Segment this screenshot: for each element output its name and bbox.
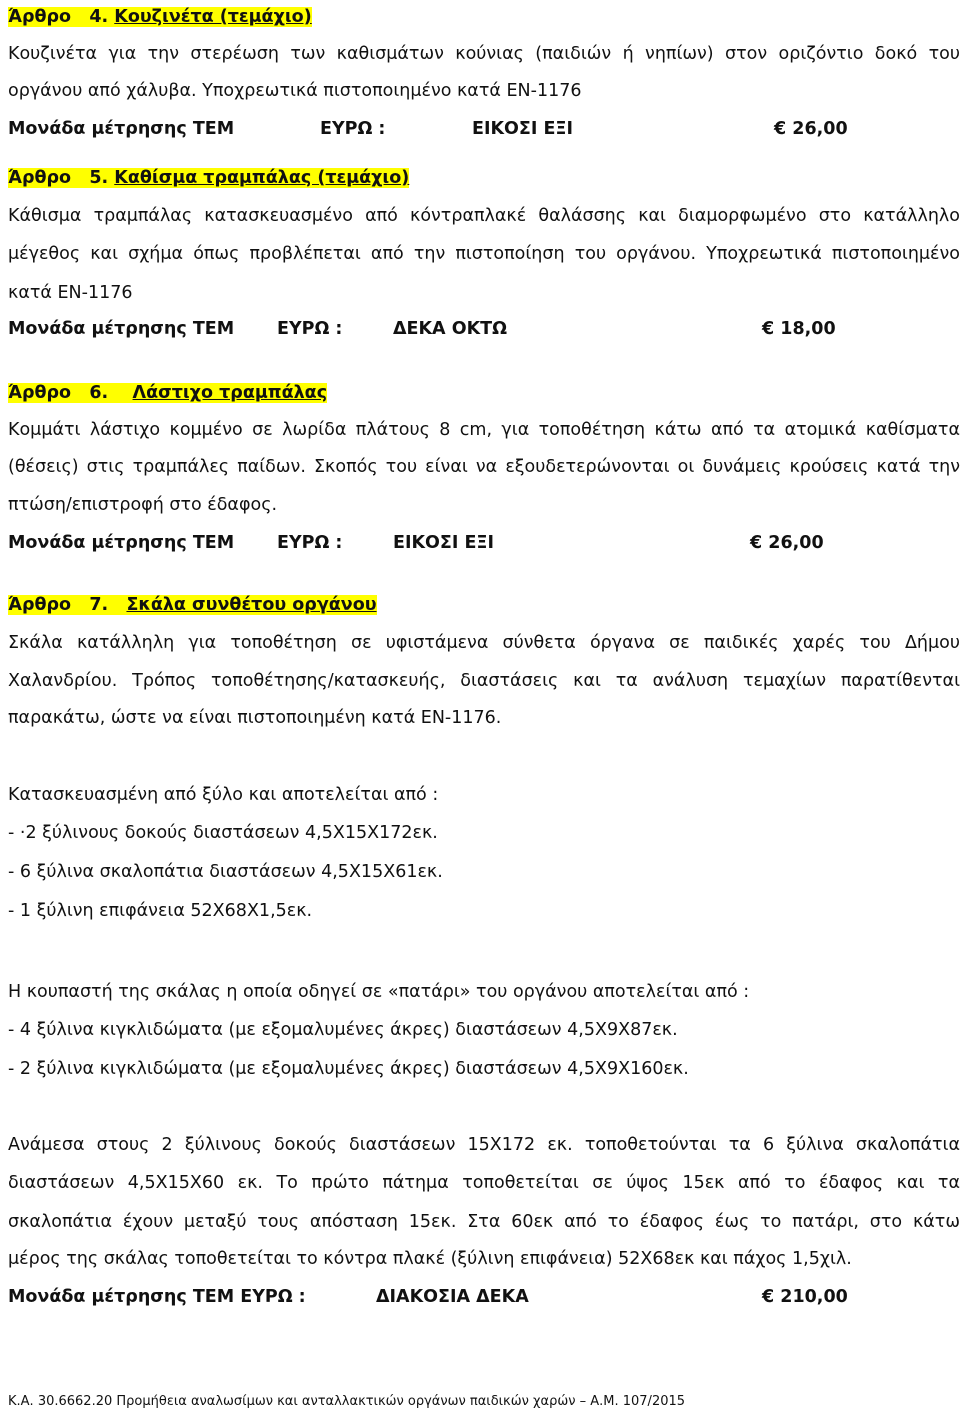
article-title: Σκάλα συνθέτου οργάνου [126, 595, 377, 615]
article-7-text-line-2: Χαλανδρίου. Τρόπος τοποθέτησης/κατασκευής, διαστάσεις και τα ανάλυση τεμαχίων παρατίθενται [8, 671, 960, 691]
article-5-price: € 18,00 [762, 319, 836, 339]
article-7-price: € 210,00 [762, 1287, 848, 1307]
article-number: 5. [89, 168, 109, 188]
article-6-unit: Μονάδα μέτρησης ΤΕΜ [8, 533, 235, 553]
article-6-heading [8, 381, 327, 405]
assembly-line-4: μέρος της σκάλας τοποθετείται το κόντρα πλακέ (ξύλινη επιφάνεια) 52Χ68εκ και πάχος 1,5χιλ. [8, 1249, 852, 1269]
article-5-heading [8, 166, 409, 190]
article-4-text-line-1: Κουζινέτα για την στερέωση των καθισμάτων κούνιας (παιδιών ή νηπίων) στον οριζόντιο δοκό του [8, 44, 960, 64]
article-label: Άρθρο [8, 168, 72, 188]
article-label: Άρθρο [8, 7, 72, 27]
article-5-text-line-3: κατά EN-1176 [8, 283, 133, 303]
article-4-price: € 26,00 [774, 119, 848, 139]
article-7-text-line-3: παρακάτω, ώστε να είναι πιστοποιημένη κατά ΕΝ-1176. [8, 708, 502, 728]
article-number: 7. [89, 595, 109, 615]
construction-item: - ·2 ξύλινους δοκούς διαστάσεων 4,5Χ15Χ172εκ. [8, 823, 438, 843]
article-title: Λάστιχο τραμπάλας [132, 383, 328, 403]
article-6-currency: ΕΥΡΩ : [277, 533, 343, 553]
article-title: Καθίσμα τραμπάλας (τεμάχιο) [114, 168, 410, 188]
article-label: Άρθρο [8, 595, 72, 615]
construction-intro: Κατασκευασμένη από ξύλο και αποτελείται από : [8, 785, 439, 805]
article-number: 6. [89, 383, 109, 403]
article-5-price-words: ΔΕΚΑ ΟΚΤΩ [393, 319, 507, 339]
article-label: Άρθρο [8, 383, 72, 403]
article-number: 4. [89, 7, 109, 27]
article-6-text-line-3: πτώση/επιστροφή στο έδαφος. [8, 495, 278, 515]
article-5-text-line-2: μέγεθος και σχήμα όπως προβλέπεται από την πιστοποίηση του οργάνου. Υποχρεωτικά πιστοποιημένο [8, 244, 960, 264]
article-7-text-line-1: Σκάλα κατάλληλη για τοποθέτηση σε υφιστάμενα σύνθετα όργανα σε παιδικές χαρές του Δήμου [8, 633, 960, 653]
article-7-unit: Μονάδα μέτρησης ΤΕΜ ΕΥΡΩ : [8, 1287, 306, 1307]
article-5-text-line-1: Κάθισμα τραμπάλας κατασκευασμένο από κόντραπλακέ θαλάσσης και διαμορφωμένο στο κατάλληλο [8, 206, 960, 226]
assembly-line-2: διαστάσεων 4,5Χ15Χ60 εκ. Το πρώτο πάτημα τοποθετείται σε ύψος 15εκ από το έδαφος και τα [8, 1173, 960, 1193]
article-6-price-words: ΕΙΚΟΣΙ ΕΞΙ [393, 533, 494, 553]
rail-intro: Η κουπαστή της σκάλας η οποία οδηγεί σε «πατάρι» του οργάνου αποτελείται από : [8, 982, 750, 1002]
article-4-heading [8, 5, 312, 29]
article-4-text-line-2: οργάνου από χάλυβα. Υποχρεωτικά πιστοποιημένο κατά EN-1176 [8, 81, 582, 101]
article-6-text-line-1: Κομμάτι λάστιχο κομμένο σε λωρίδα πλάτους 8 cm, για τοποθέτηση κάτω από τα ατομικά καθίσματα [8, 420, 960, 440]
article-5-currency: ΕΥΡΩ : [277, 319, 343, 339]
construction-item: - 1 ξύλινη επιφάνεια 52Χ68Χ1,5εκ. [8, 901, 313, 921]
assembly-line-3: σκαλοπάτια έχουν μεταξύ τους απόσταση 15εκ. Στα 60εκ από το έδαφος έως το πατάρι, στο κάτω [8, 1212, 960, 1232]
article-4-currency: ΕΥΡΩ : [320, 119, 386, 139]
article-title: Κουζινέτα (τεμάχιο) [114, 7, 312, 27]
article-4-price-words: ΕΙΚΟΣΙ ΕΞΙ [472, 119, 573, 139]
article-4-unit: Μονάδα μέτρησης ΤΕΜ [8, 119, 235, 139]
assembly-line-1: Ανάμεσα στους 2 ξύλινους δοκούς διαστάσεων 15Χ172 εκ. τοποθετούνται τα 6 ξύλινα σκαλοπάτια [8, 1135, 960, 1155]
page-footer: Κ.Α. 30.6662.20 Προμήθεια αναλωσίμων και ανταλλακτικών οργάνων παιδικών χαρών – Α.Μ. 107/2015 [8, 1394, 686, 1409]
article-6-text-line-2: (θέσεις) στις τραμπάλες παίδων. Σκοπός του είναι να εξουδετερώνονται οι δυνάμεις κρούσεις κατά την [8, 457, 960, 477]
article-7-heading [8, 593, 377, 617]
article-7-price-words: ΔΙΑΚΟΣΙΑ ΔΕΚΑ [376, 1287, 529, 1307]
article-6-price: € 26,00 [750, 533, 824, 553]
construction-item: - 6 ξύλινα σκαλοπάτια διαστάσεων 4,5Χ15Χ61εκ. [8, 862, 443, 882]
rail-item: - 4 ξύλινα κιγκλιδώματα (με εξομαλυμένες άκρες) διαστάσεων 4,5Χ9Χ87εκ. [8, 1020, 678, 1040]
rail-item: - 2 ξύλινα κιγκλιδώματα (με εξομαλυμένες άκρες) διαστάσεων 4,5Χ9Χ160εκ. [8, 1059, 689, 1079]
article-5-unit: Μονάδα μέτρησης ΤΕΜ [8, 319, 235, 339]
